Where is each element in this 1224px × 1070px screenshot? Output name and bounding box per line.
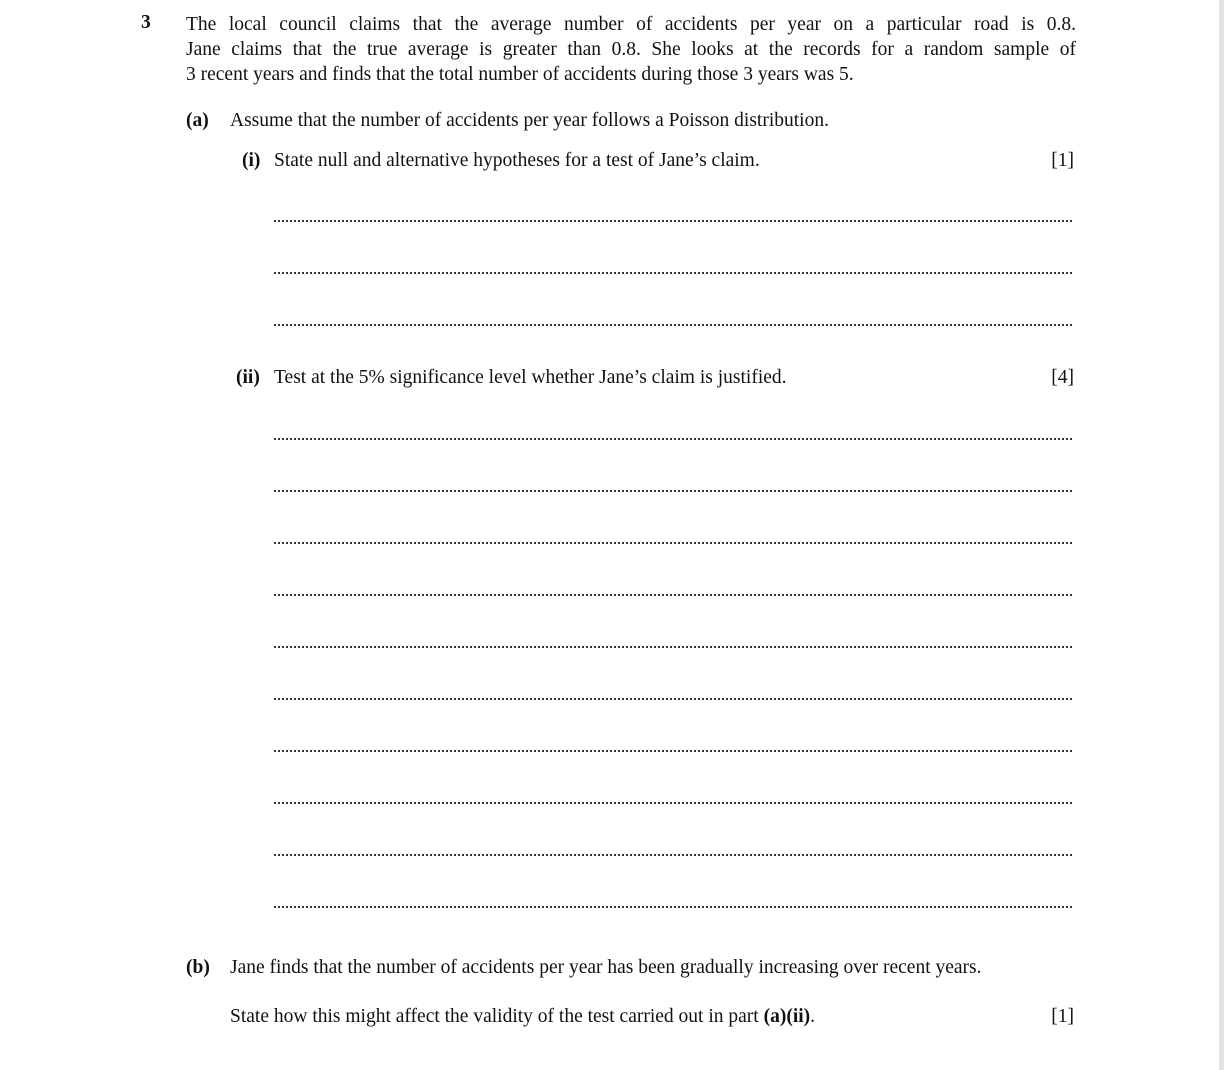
answer-line[interactable] <box>274 542 1072 544</box>
answer-line[interactable] <box>274 324 1072 326</box>
answer-line[interactable] <box>274 272 1072 274</box>
stem-line: 3 recent years and finds that the total number of accidents during those 3 years was 5. <box>186 64 854 85</box>
answer-line[interactable] <box>274 490 1072 492</box>
answer-line[interactable] <box>274 438 1072 440</box>
answer-line[interactable] <box>274 750 1072 752</box>
part-a-ii-label: (ii) <box>236 367 260 388</box>
answer-line[interactable] <box>274 646 1072 648</box>
part-reference: (a)(ii) <box>763 1006 811 1027</box>
question-stem <box>186 12 1076 87</box>
part-b-question-text: State how this might affect the validity of the test carried out in part <box>230 1006 764 1027</box>
part-b-question-end: . <box>810 1006 816 1027</box>
part-b-marks: [1] <box>1051 1006 1074 1027</box>
stem-line: Jane claims that the true average is greater than 0.8. She looks at the records for a random sample of <box>186 39 1076 60</box>
part-a-ii-marks: [4] <box>1051 367 1074 388</box>
part-a-ii-text: Test at the 5% significance level whether Jane’s claim is justified. <box>274 367 787 388</box>
part-b-question <box>230 1006 815 1028</box>
part-a-i-label: (i) <box>242 150 261 171</box>
page-edge <box>1219 0 1224 1070</box>
part-b-text: Jane finds that the number of accidents per year has been gradually increasing over recent years. <box>230 957 982 978</box>
answer-line[interactable] <box>274 906 1072 908</box>
answer-line[interactable] <box>274 854 1072 856</box>
part-a-i-text: State null and alternative hypotheses for a test of Jane’s claim. <box>274 150 760 171</box>
part-a-text: Assume that the number of accidents per year follows a Poisson distribution. <box>230 110 829 131</box>
stem-line: The local council claims that the average number of accidents per year on a particular road is 0.8. <box>186 14 1076 35</box>
answer-line[interactable] <box>274 802 1072 804</box>
answer-line[interactable] <box>274 220 1072 222</box>
part-a-label: (a) <box>186 110 209 131</box>
answer-line[interactable] <box>274 698 1072 700</box>
part-a-i-marks: [1] <box>1051 150 1074 171</box>
question-number: 3 <box>141 12 151 33</box>
part-b-label: (b) <box>186 957 210 978</box>
answer-line[interactable] <box>274 594 1072 596</box>
